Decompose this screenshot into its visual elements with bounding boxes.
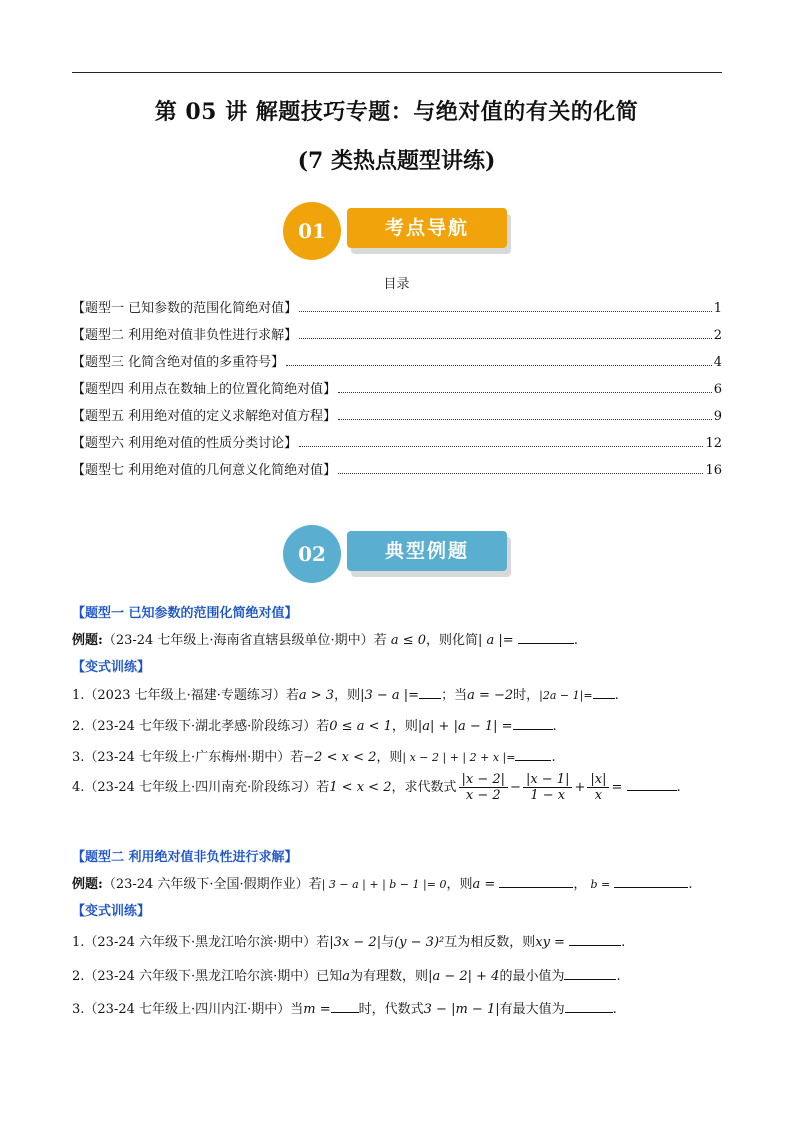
toc-leader — [286, 365, 712, 366]
question-text: 互为相反数，则 — [444, 935, 536, 950]
type1-question-2: 2.（23-24 七年级下·湖北孝感·阶段练习）若0 ≤ a < 1，则|a| + |a − 1| = . — [72, 719, 557, 734]
question-expression: |2a − 1|= — [539, 689, 593, 702]
question-variable: a — [342, 969, 351, 984]
example-text: ，则 — [446, 877, 473, 892]
question-source: 4.（23-24 七年级上·四川南充·阶段练习）若 — [72, 780, 330, 795]
type2-example: 例题:（23-24 六年级下·全国·假期作业）若| 3 − a | + | b − 1 |= 0，则a = ， b = . — [72, 877, 693, 892]
example-variable-a: a = — [472, 877, 496, 892]
type2-heading: 【题型二 利用绝对值非负性进行求解】 — [72, 850, 298, 865]
question-expression: |3 − a |= — [360, 688, 420, 703]
question-source: 3.（23-24 七年级上·四川内江·期中）当 — [72, 1002, 304, 1017]
example-source: （23-24 七年级上·海南省直辖县级单位·期中）若 — [102, 633, 387, 648]
type2-question-2: 2.（23-24 六年级下·黑龙江哈尔滨·期中）已知a为有理数，则|a − 2| + 4的最小值为 . — [72, 969, 621, 984]
toc-item-label: 【题型二 利用绝对值非负性进行求解】 — [72, 328, 298, 343]
toc-item-label: 【题型五 利用绝对值的定义求解绝对值方程】 — [72, 409, 337, 424]
example-label: 例题: — [72, 877, 103, 892]
page-title: 第 05 讲 解题技巧专题：与绝对值的有关的化简 — [154, 99, 639, 125]
toc-item[interactable] — [72, 433, 722, 451]
toc-item[interactable] — [72, 460, 722, 478]
type1-question-3: 3.（23-24 七年级上·广东梅州·期中）若−2 < x < 2，则| x − 2 | + | 2 + x |= . — [72, 750, 556, 765]
question-text: 与 — [381, 935, 395, 950]
question-expression: |3x − 2| — [329, 935, 382, 950]
toc-item-label: 【题型四 利用点在数轴上的位置化简绝对值】 — [72, 382, 337, 397]
example-condition: a ≤ 0 — [390, 633, 427, 648]
question-expression: xy = — [535, 935, 565, 950]
example-label: 例题: — [72, 633, 103, 648]
answer-blank-a[interactable] — [499, 875, 573, 888]
toc-title: 目录 — [383, 277, 410, 292]
question-text: ，求代数式 — [391, 780, 457, 795]
example-text: ，则化简 — [426, 633, 479, 648]
question-text: 有最大值为 — [499, 1002, 565, 1017]
question-condition: a > 3 — [298, 688, 335, 703]
toc-item-page: 1 — [713, 301, 722, 316]
variant-heading: 【变式训练】 — [72, 660, 151, 675]
answer-blank[interactable] — [569, 933, 621, 946]
section-number-badge: 02 — [283, 525, 341, 583]
toc-item[interactable] — [72, 352, 722, 370]
type1-example: 例题:（23-24 七年级上·海南省直辖县级单位·期中）若 a ≤ 0，则化简| a |= . — [72, 633, 578, 648]
answer-blank[interactable] — [564, 967, 616, 980]
answer-blank[interactable] — [419, 686, 441, 699]
fraction-denominator: 1 − x — [530, 788, 566, 803]
question-condition: 0 ≤ a < 1 — [329, 719, 392, 734]
section-header-examples — [283, 525, 513, 587]
toc-leader — [338, 392, 712, 393]
toc-item-label: 【题型一 已知参数的范围化简绝对值】 — [72, 301, 298, 316]
toc-item-label: 【题型三 化简含绝对值的多重符号】 — [72, 355, 285, 370]
fraction-numerator: |x − 2| — [459, 772, 509, 788]
toc-item-page: 6 — [713, 382, 722, 397]
fraction-1 — [459, 772, 509, 803]
operator: − — [510, 780, 521, 795]
question-expression: (y − 3)² — [394, 935, 445, 950]
variant-heading: 【变式训练】 — [72, 904, 151, 919]
question-text: ，则 — [391, 719, 418, 734]
toc-item[interactable] — [72, 406, 722, 424]
section-label: 典型例题 — [347, 531, 507, 571]
answer-blank[interactable] — [331, 1000, 359, 1013]
answer-blank[interactable] — [518, 631, 574, 644]
fraction-2 — [523, 772, 573, 803]
question-variable: m = — [303, 1002, 331, 1017]
question-expression: 3 − |m − 1| — [423, 1002, 500, 1017]
question-source: 1.（2023 七年级上·福建·专题练习）若 — [72, 688, 299, 703]
question-text: ，则 — [376, 750, 403, 765]
question-condition: 1 < x < 2 — [329, 780, 392, 795]
question-text: 时，代数式 — [358, 1002, 424, 1017]
toc-leader — [299, 311, 712, 312]
question-condition: a = −2 — [467, 688, 514, 703]
top-rule — [72, 72, 722, 73]
toc-leader — [338, 419, 712, 420]
type2-question-3: 3.（23-24 七年级上·四川内江·期中）当m = 时，代数式3 − |m − 1|有最大值为 . — [72, 1002, 617, 1017]
question-expression: | x − 2 | + | 2 + x |= — [402, 751, 516, 764]
toc-item[interactable] — [72, 379, 722, 397]
fraction-numerator: |x| — [587, 772, 609, 788]
type1-heading: 【题型一 已知参数的范围化简绝对值】 — [72, 606, 298, 621]
toc-item-page: 9 — [713, 409, 722, 424]
toc-item-label: 【题型六 利用绝对值的性质分类讨论】 — [72, 436, 298, 451]
page-subtitle: (7 类热点题型讲练) — [297, 148, 496, 174]
example-expression: | 3 − a | + | b − 1 |= 0 — [321, 878, 447, 891]
question-expression: |a| + |a − 1| = — [417, 719, 513, 734]
answer-blank[interactable] — [515, 748, 551, 761]
question-source: 2.（23-24 六年级下·黑龙江哈尔滨·期中）已知 — [72, 969, 343, 984]
question-condition: −2 < x < 2 — [303, 750, 377, 765]
toc-item[interactable] — [72, 298, 722, 316]
type2-question-1: 1.（23-24 六年级下·黑龙江哈尔滨·期中）若|3x − 2|与(y − 3)²互为相反数，则xy = . — [72, 935, 626, 950]
section-label: 考点导航 — [347, 208, 507, 248]
section-number-badge: 01 — [283, 202, 341, 260]
question-source: 2.（23-24 七年级下·湖北孝感·阶段练习）若 — [72, 719, 330, 734]
toc-item[interactable] — [72, 325, 722, 343]
section-header-navigation — [283, 202, 513, 264]
type1-question-4: 4.（23-24 七年级上·四川南充·阶段练习）若1 < x < 2，求代数式 $\frac{|x - 2|}{x - 2}$ − $\frac{|x - 1|}{1 - x}$ + $\frac{|x|}{x}$ = . — [72, 772, 681, 803]
question-text: ；当 — [441, 688, 468, 703]
toc-leader — [299, 446, 703, 447]
question-text: 为有理数，则 — [350, 969, 429, 984]
toc-item-page: 16 — [705, 463, 722, 478]
example-expression: | a |= — [478, 633, 514, 648]
toc-leader — [299, 338, 712, 339]
fraction-denominator: x − 2 — [465, 788, 501, 803]
toc-item-page: 2 — [713, 328, 722, 343]
toc-item-label: 【题型七 利用绝对值的几何意义化简绝对值】 — [72, 463, 337, 478]
answer-blank[interactable] — [565, 1000, 613, 1013]
toc-leader — [338, 473, 703, 474]
answer-blank[interactable] — [593, 686, 615, 699]
question-source: 3.（23-24 七年级上·广东梅州·期中）若 — [72, 750, 304, 765]
fraction-numerator: |x − 1| — [523, 772, 573, 788]
answer-blank-b[interactable] — [614, 875, 688, 888]
example-source: （23-24 六年级下·全国·假期作业）若 — [102, 877, 322, 892]
operator: = — [611, 780, 623, 795]
operator: + — [574, 780, 586, 795]
toc-item-page: 12 — [705, 436, 722, 451]
answer-blank[interactable] — [627, 778, 677, 791]
example-variable-b: b = — [590, 878, 611, 891]
question-text: 时， — [513, 688, 540, 703]
question-source: 1.（23-24 六年级下·黑龙江哈尔滨·期中）若 — [72, 935, 330, 950]
question-text: ，则 — [334, 688, 361, 703]
type1-question-1: 1.（2023 七年级上·福建·专题练习）若a > 3，则|3 − a |= ；当a = −2时，|2a − 1|= . — [72, 688, 619, 703]
fraction-3 — [587, 772, 609, 803]
toc-item-page: 4 — [713, 355, 722, 370]
fraction-denominator: x — [594, 788, 603, 803]
answer-blank[interactable] — [513, 717, 553, 730]
question-expression: |a − 2| + 4 — [428, 969, 500, 984]
question-text: 的最小值为 — [499, 969, 565, 984]
